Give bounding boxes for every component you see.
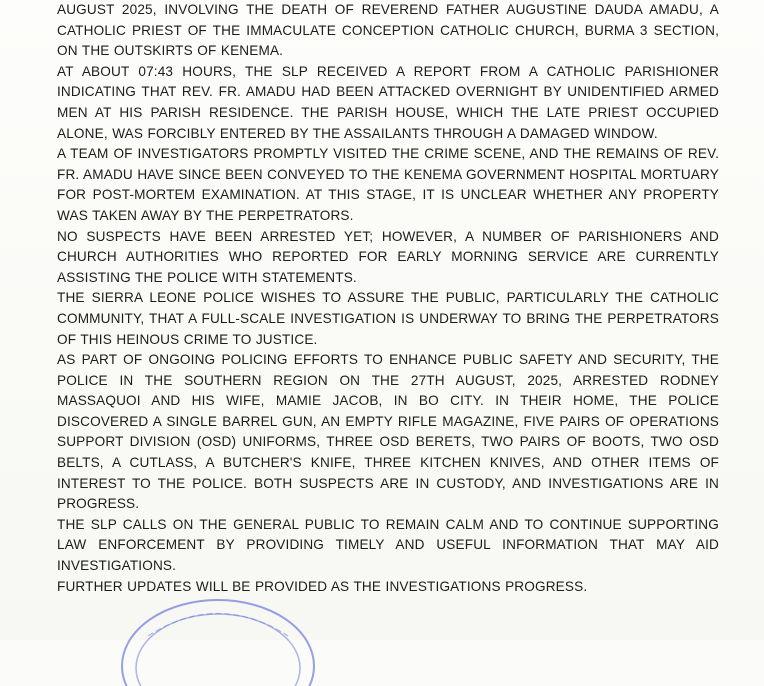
paragraph-assurance: THE SIERRA LEONE POLICE WISHES TO ASSURE THE PUBLIC, PARTICULARLY THE CATHOLIC COMMUNITY, THAT A FULL-SCALE INVESTIGATION IS UNDERWAY TO BRING THE PERPETRATORS OF THIS HEINOUS CRIME TO JUSTICE. — [57, 290, 719, 347]
paragraph-investigators: A TEAM OF INVESTIGATORS PROMPTLY VISITED THE CRIME SCENE, AND THE REMAINS OF REV. FR. AMADU HAVE SINCE BEEN CONVEYED TO THE KENEMA GOVERNMENT HOSPITAL MORTUARY FOR POST-MORTEM EXAMINATION. AT THIS STAGE, IT IS UNCLEAR WHETHER ANY PROPERTY WAS TAKEN AWAY BY THE PERPETRATORS. — [57, 146, 719, 223]
paragraph-report-received: AT ABOUT 07:43 HOURS, THE SLP RECEIVED A REPORT FROM A CATHOLIC PARISHIONER INDICATING THAT REV. FR. AMADU HAD BEEN ATTACKED OVERNIGHT BY UNIDENTIFIED ARMED MEN AT HIS PARISH RESIDENCE. THE PARISH HOUSE, WHICH THE LATE PRIEST OCCUPIED ALONE, WAS FORCIBLY ENTERED BY THE ASSAILANTS THROUGH A DAMAGED WINDOW. — [57, 63, 719, 141]
police-stamp-seal — [118, 596, 318, 686]
paragraph-public-appeal: THE SLP CALLS ON THE GENERAL PUBLIC TO REMAIN CALM AND TO CONTINUE SUPPORTING LAW ENFORCEMENT BY PROVIDING TIMELY AND USEFUL INFORMATION THAT MAY AID INVESTIGATIONS. — [57, 516, 719, 574]
paragraph-no-suspects: NO SUSPECTS HAVE BEEN ARRESTED YET; HOWEVER, A NUMBER OF PARISHIONERS AND CHURCH AUTHORITIES WHO REPORTED FOR EARLY MORNING SERVICE ARE CURRENTLY ASSISTING THE POLICE WITH STATEMENTS. — [57, 228, 719, 285]
paragraph-bo-arrests: AS PART OF ONGOING POLICING EFFORTS TO ENHANCE PUBLIC SAFETY AND SECURITY, THE POLICE IN THE SOUTHERN REGION ON THE 27TH AUGUST, 2025, ARRESTED RODNEY MASSAQUOI AND HIS WIFE, MAMIE JACOB, IN BO CITY. IN THEIR HOME, THE POLICE DISCOVERED A SINGLE BARREL GUN, AN EMPTY RIFLE MAGAZINE, FIVE PAIRS OF OPERATIONS SUPPORT DIVISION (OSD) UNIFORMS, THREE OSD BERETS, TWO PAIRS OF BOOTS, TWO OSD BELTS, A CUTLASS, A BUTCHER'S KNIFE, THREE KITCHEN KNIVES, AND OTHER ITEMS OF INTEREST TO THE POLICE. BOTH SUSPECTS ARE IN CUSTODY, AND INVESTIGATIONS ARE IN PROGRESS. — [57, 352, 719, 512]
paragraph-further-updates: FURTHER UPDATES WILL BE PROVIDED AS THE INVESTIGATIONS PROGRESS. — [57, 578, 588, 594]
paragraph-incident-intro: AUGUST 2025, INVOLVING THE DEATH OF REVEREND FATHER AUGUSTINE DAUDA AMADU, A CATHOLIC PRIEST OF THE IMMACULATE CONCEPTION CATHOLIC CHURCH, BURMA 3 SECTION, ON THE OUTSKIRTS OF KENEMA. — [57, 2, 719, 59]
press-release-body — [57, 0, 719, 597]
